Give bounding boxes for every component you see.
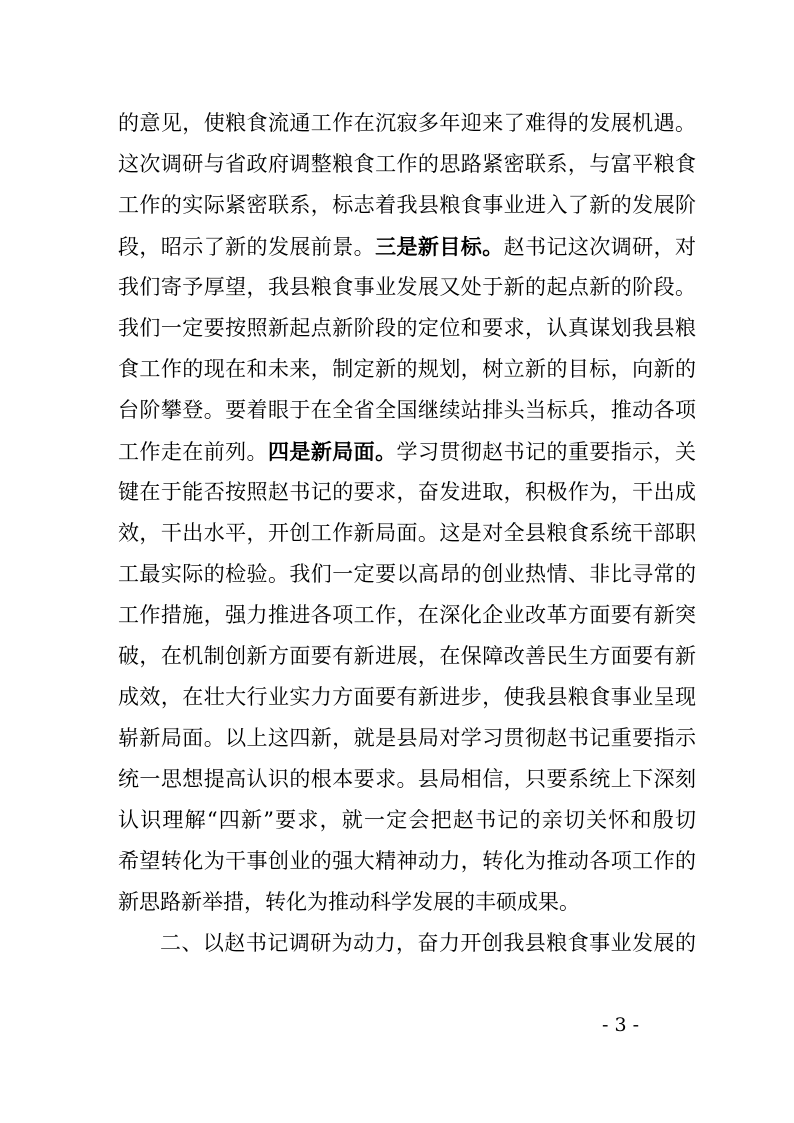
text-run: 键在于能否按照赵书记的要求，奋发进取，积极作为，干出成 bbox=[118, 480, 696, 504]
section-heading-line bbox=[118, 923, 696, 964]
text-run: 二、以赵书记调研为动力，奋力开创我县粮食事业发展的 bbox=[160, 931, 696, 955]
text-run: 台阶攀登。要着眼于在全省全国继续站排头当标兵，推动各项 bbox=[118, 398, 696, 422]
text-line bbox=[118, 759, 696, 800]
text-line bbox=[118, 103, 696, 144]
text-run: 破，在机制创新方面要有新进展，在保障改善民生方面要有新 bbox=[118, 644, 696, 668]
text-line bbox=[118, 472, 696, 513]
text-run: 崭新局面。以上这四新，就是县局对学习贯彻赵书记重要指示 bbox=[118, 726, 696, 750]
text-line bbox=[118, 554, 696, 595]
text-run: 我们寄予厚望，我县粮食事业发展又处于新的起点新的阶段。 bbox=[118, 275, 696, 299]
text-line bbox=[118, 144, 696, 185]
text-run: 学习贯彻赵书记的重要指示，关 bbox=[396, 440, 697, 464]
page-number: - 3 - bbox=[602, 1014, 640, 1036]
text-run: 成效，在壮大行业实力方面要有新进步，使我县粮食事业呈现 bbox=[118, 685, 696, 709]
text-line bbox=[118, 513, 696, 554]
text-run: 认识理解“四新”要求，就一定会把赵书记的亲切关怀和殷切 bbox=[118, 808, 696, 832]
text-line bbox=[118, 595, 696, 636]
text-line bbox=[118, 800, 696, 841]
text-line bbox=[118, 882, 696, 923]
text-run: 食工作的现在和未来，制定新的规划，树立新的目标，向新的 bbox=[118, 357, 696, 381]
text-run: 统一思想提高认识的根本要求。县局相信，只要系统上下深刻 bbox=[118, 767, 696, 791]
text-line bbox=[118, 349, 696, 390]
text-run: 我们一定要按照新起点新阶段的定位和要求，认真谋划我县粮 bbox=[118, 316, 696, 340]
body-text bbox=[118, 103, 696, 964]
text-line bbox=[118, 308, 696, 349]
text-line bbox=[118, 226, 696, 267]
text-line bbox=[118, 185, 696, 226]
text-line bbox=[118, 636, 696, 677]
text-line bbox=[118, 841, 696, 882]
text-line bbox=[118, 431, 696, 472]
text-line bbox=[118, 390, 696, 431]
text-run: 工作的实际紧密联系，标志着我县粮食事业进入了新的发展阶 bbox=[118, 193, 696, 217]
bold-phrase: 四是新局面。 bbox=[267, 439, 397, 464]
bold-phrase: 三是新目标。 bbox=[375, 234, 504, 259]
text-run: 段，昭示了新的发展前景。 bbox=[118, 235, 376, 259]
text-line bbox=[118, 718, 696, 759]
text-line bbox=[118, 267, 696, 308]
text-run: 工最实际的检验。我们一定要以高昂的创业热情、非比寻常的 bbox=[118, 562, 696, 586]
text-run: 工作措施，强力推进各项工作，在深化企业改革方面要有新突 bbox=[118, 603, 696, 627]
text-run: 希望转化为干事创业的强大精神动力，转化为推动各项工作的 bbox=[118, 849, 696, 873]
text-run: 的意见，使粮食流通工作在沉寂多年迎来了难得的发展机遇。 bbox=[118, 111, 696, 135]
text-run: 工作走在前列。 bbox=[118, 440, 268, 464]
text-run: 新思路新举措，转化为推动科学发展的丰硕成果。 bbox=[118, 890, 580, 914]
text-run: 赵书记这次调研，对 bbox=[503, 235, 697, 259]
text-run: 效，干出水平，开创工作新局面。这是对全县粮食系统干部职 bbox=[118, 521, 696, 545]
text-line bbox=[118, 677, 696, 718]
text-run: 这次调研与省政府调整粮食工作的思路紧密联系，与富平粮食 bbox=[118, 152, 696, 176]
